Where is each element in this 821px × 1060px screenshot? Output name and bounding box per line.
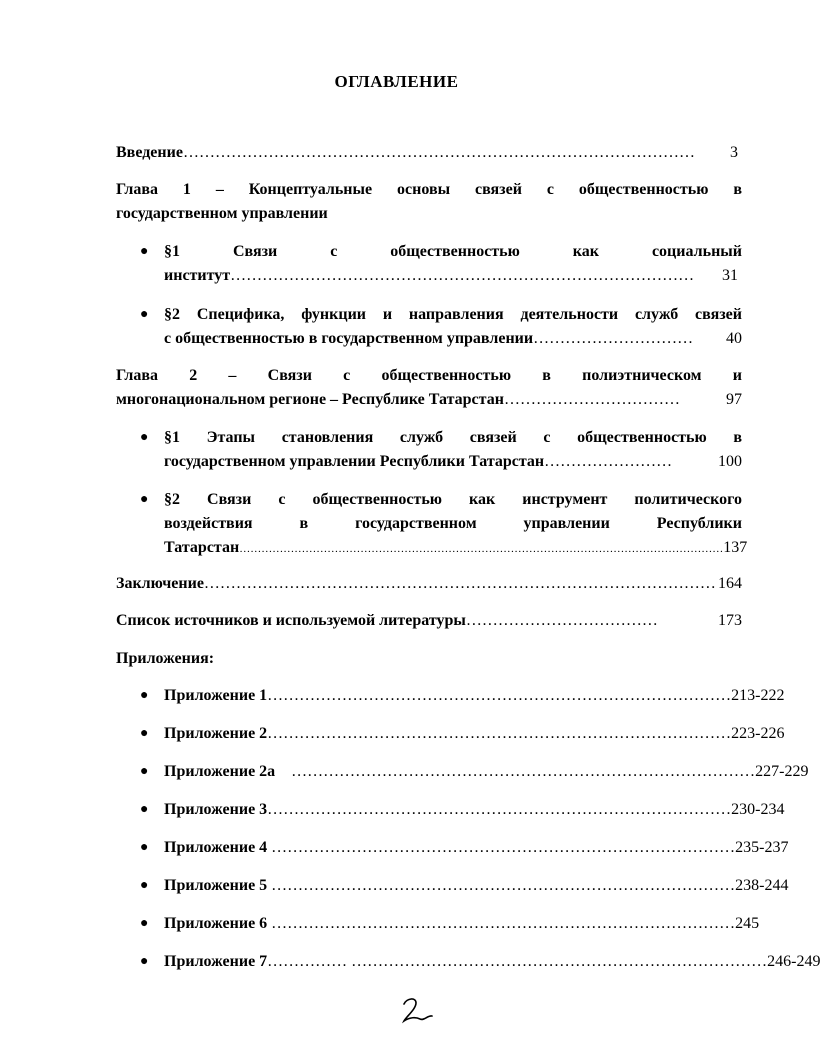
toc-chapter2-line1: Глава 2 – Связи с общественностью в полиэтническом и — [116, 367, 742, 384]
toc-ch1-sec2 — [164, 327, 742, 351]
toc-page: 230-234 — [731, 801, 785, 818]
toc-page: 137 — [723, 539, 748, 556]
toc-page: 164 — [718, 575, 742, 592]
bullet-icon: ● — [140, 307, 149, 322]
toc-leader-dots: …………………………………………………………………………………………………………………… — [239, 543, 724, 555]
toc-ch2-sec1 — [164, 450, 742, 474]
toc-leader-dots: …………………………………………………………………………… — [275, 763, 756, 780]
toc-appendix-2 — [164, 722, 785, 746]
bullet-icon: ● — [140, 916, 149, 931]
toc-label: Приложение 2 — [164, 725, 268, 742]
toc-page: 235-237 — [735, 839, 789, 856]
toc-page: 31 — [722, 267, 738, 284]
toc-label: Введение — [116, 144, 183, 161]
toc-ch1-sec1 — [164, 264, 738, 288]
toc-appendix-3 — [164, 798, 785, 822]
toc-leader-dots: …………………………………………………………………………… — [267, 687, 732, 704]
toc-ch2-sec2 — [164, 536, 748, 561]
toc-label: Приложение 1 — [164, 687, 268, 704]
toc-leader-dots: …………………………………………………………………………… — [230, 267, 695, 284]
bullet-icon: ● — [140, 726, 149, 741]
toc-ch1-sec2-line1: §2 Специфика, функции и направления деятельности служб связей — [164, 306, 742, 323]
appendices-heading: Приложения: — [116, 650, 215, 667]
toc-page: 223-226 — [731, 725, 785, 742]
toc-label: Приложение 6 — [164, 915, 268, 932]
toc-page: 245 — [735, 915, 760, 932]
toc-label: Заключение — [116, 575, 204, 592]
toc-chapter2 — [116, 388, 742, 412]
toc-label: Татарстан — [164, 539, 240, 556]
toc-label: с общественностью в государственном управлении — [164, 330, 534, 347]
toc-leader-dots: …………………………………………………………………………………… — [182, 144, 695, 161]
toc-page: 213-222 — [731, 687, 785, 704]
toc-leader-dots: …………………………… — [503, 391, 680, 408]
toc-label: Приложение 5 — [164, 877, 268, 894]
toc-leader-dots: …………………………………………………………………………… — [267, 801, 732, 818]
toc-page: 100 — [718, 453, 742, 470]
bullet-icon: ● — [140, 954, 149, 969]
toc-label: государственном управлении Республики Татарстан — [164, 453, 545, 470]
toc-entry-intro — [116, 141, 738, 165]
bullet-icon: ● — [140, 840, 149, 855]
toc-leader-dots: ……………………………… — [465, 612, 658, 629]
toc-leader-dots: …………………… — [544, 453, 673, 470]
toc-leader-dots: …………………………………………………………………………… — [267, 915, 736, 932]
toc-entry-sources — [116, 609, 742, 633]
toc-label: институт — [164, 267, 231, 284]
bullet-icon: ● — [140, 688, 149, 703]
toc-leader-dots: …………………………………………………………………………… — [267, 877, 736, 894]
toc-appendix-5 — [164, 874, 789, 898]
toc-page: 97 — [726, 391, 742, 408]
toc-ch2-sec2-line1: §2 Связи с общественностью как инструмент политического — [164, 491, 742, 508]
toc-leader-dots: …………… …………………………………………………………………… — [267, 953, 768, 970]
toc-entry-conclusion — [116, 572, 742, 596]
toc-leader-dots: …………………………………………………………………………… — [267, 839, 736, 856]
page-title: ОГЛАВЛЕНИЕ — [334, 72, 459, 91]
toc-label: Приложение 4 — [164, 839, 268, 856]
toc-leader-dots: …………………………………………………………………………………… — [203, 575, 716, 592]
toc-label: многонациональном регионе – Республике Татарстан — [116, 391, 504, 408]
toc-appendix-1 — [164, 684, 785, 708]
toc-page: 173 — [718, 612, 742, 629]
bullet-icon: ● — [140, 244, 149, 259]
toc-leader-dots: ………………………… — [533, 330, 694, 347]
toc-appendix-6 — [164, 912, 760, 936]
bullet-icon: ● — [140, 492, 149, 507]
bullet-icon: ● — [140, 878, 149, 893]
toc-ch1-sec1-line1: §1 Связи с общественностью как социальный — [164, 243, 742, 260]
toc-ch2-sec2-line2: воздействия в государственном управлении Республики — [164, 515, 742, 532]
toc-appendix-4 — [164, 836, 789, 860]
toc-page: 40 — [726, 330, 742, 347]
toc-chapter1-line1: Глава 1 – Концептуальные основы связей с общественностью в — [116, 181, 742, 198]
bullet-icon: ● — [140, 802, 149, 817]
toc-appendix-7 — [164, 950, 821, 974]
bullet-icon: ● — [140, 764, 149, 779]
toc-label: Список источников и используемой литературы — [116, 612, 466, 629]
toc-label: Приложение 3 — [164, 801, 268, 818]
toc-ch2-sec1-line1: §1 Этапы становления служб связей с общественностью в — [164, 429, 742, 446]
toc-chapter1-line2: государственном управлении — [116, 205, 328, 222]
toc-page: 3 — [730, 144, 738, 161]
toc-label: Приложение 2а — [164, 763, 276, 780]
toc-label: Приложение 7 — [164, 953, 268, 970]
toc-page: 246-249 — [767, 953, 821, 970]
toc-leader-dots: …………………………………………………………………………… — [267, 725, 732, 742]
bullet-icon: ● — [140, 430, 149, 445]
handwritten-page-number — [398, 995, 438, 1025]
toc-page: 227-229 — [755, 763, 809, 780]
toc-appendix-2a — [164, 760, 809, 784]
toc-page: 238-244 — [735, 877, 789, 894]
